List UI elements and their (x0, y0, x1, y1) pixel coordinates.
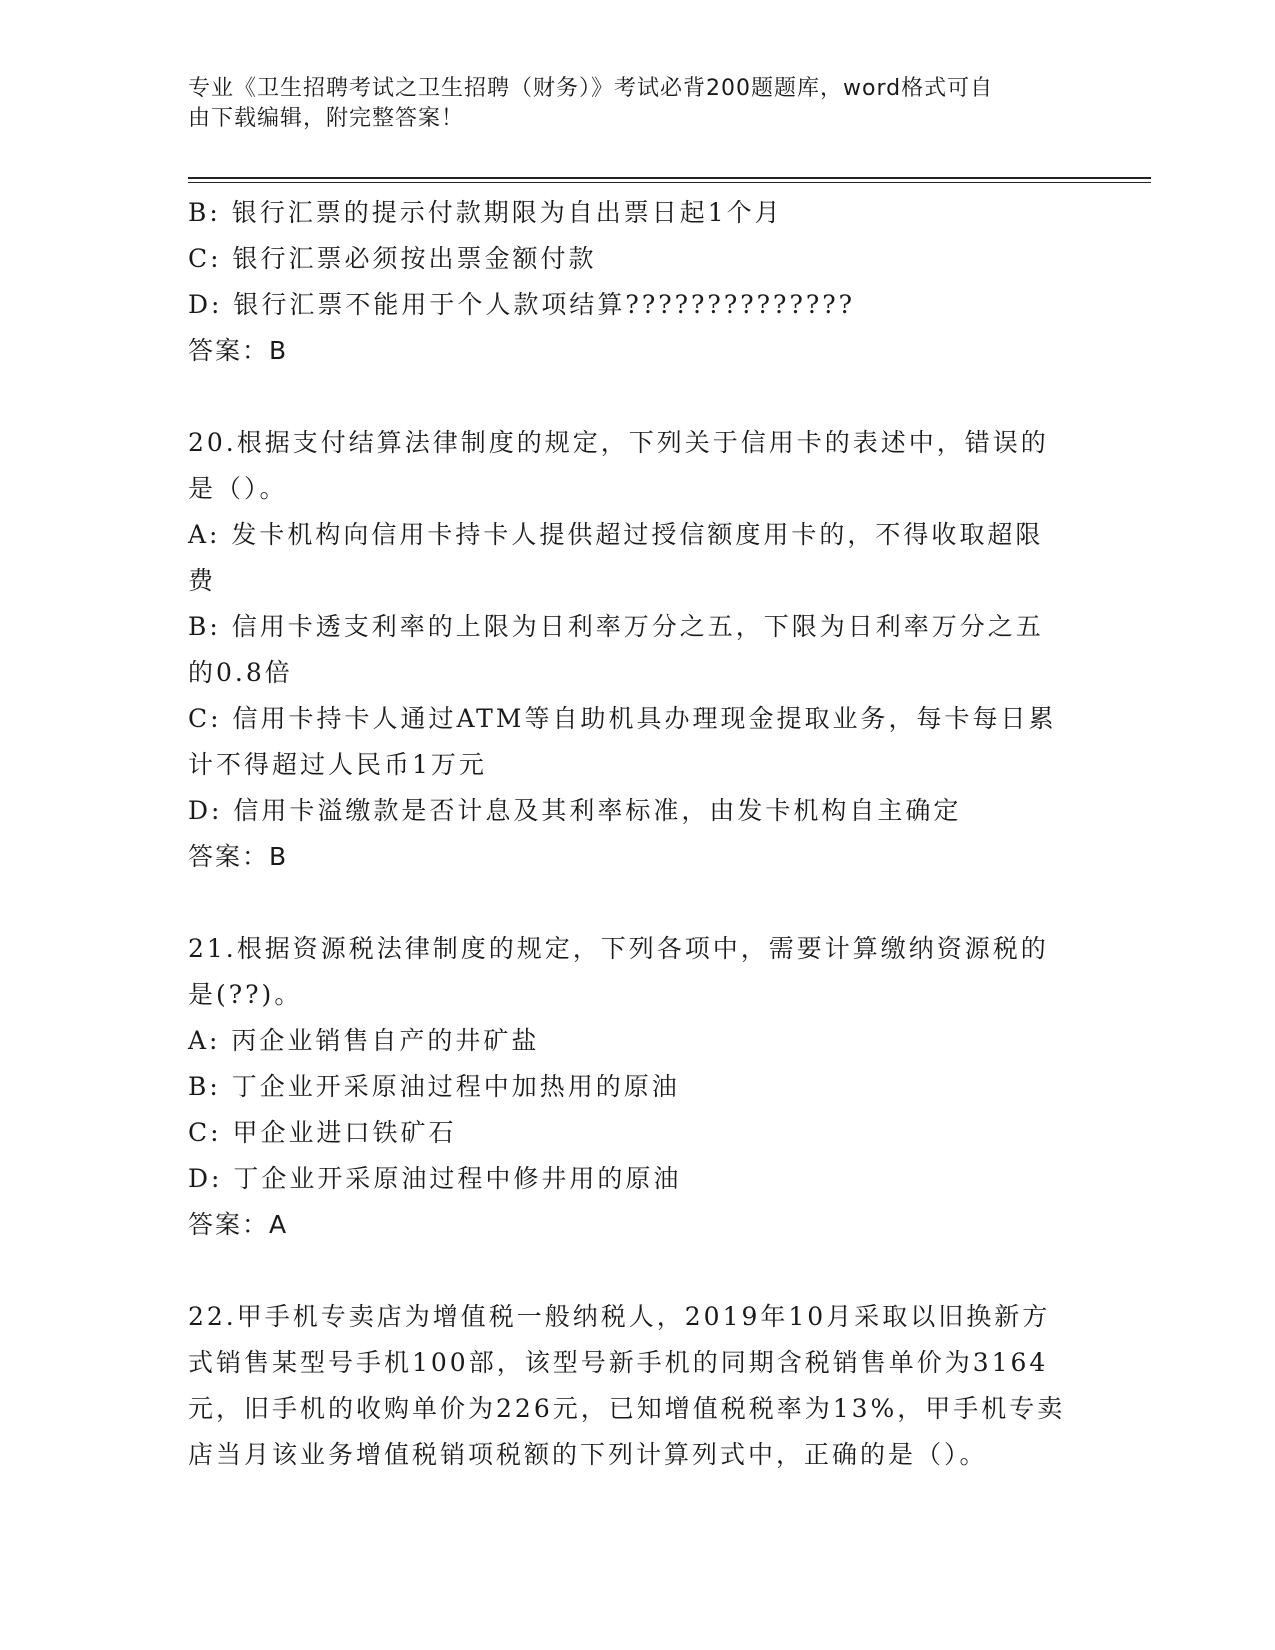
q20-option-d: D: 信用卡溢缴款是否计息及其利率标准，由发卡机构自主确定 (188, 796, 962, 825)
q21-option-a: A: 丙企业销售自产的井矿盐 (188, 1026, 540, 1055)
spacer (188, 880, 1093, 926)
q20-option-a-line-2: 费 (188, 566, 217, 595)
q21-option-b: B: 丁企业开采原油过程中加热用的原油 (188, 1072, 680, 1101)
q20-option-c-line-2: 计不得超过人民币1万元 (188, 750, 487, 779)
document-header (188, 74, 1068, 134)
question-content (188, 190, 1093, 1478)
q19-option-c: C: 银行汇票必须按出票金额付款 (188, 244, 597, 273)
question-21 (188, 926, 1093, 1248)
q20-answer: 答案：B (188, 842, 289, 871)
q20-option-b-line-2: 的0.8倍 (188, 658, 293, 687)
q21-option-d: D: 丁企业开采原油过程中修井用的原油 (188, 1164, 682, 1193)
header-line-2: 由下载编辑，附完整答案！ (188, 106, 465, 131)
q22-stem-line-2: 式销售某型号手机100部，该型号新手机的同期含税销售单价为3164 (188, 1348, 1049, 1377)
header-divider-thick (188, 177, 1151, 179)
q22-stem-line-3: 元，旧手机的收购单价为226元，已知增值税税率为13%，甲手机专卖 (188, 1394, 1066, 1423)
q20-stem-line-1: 20.根据支付结算法律制度的规定，下列关于信用卡的表述中，错误的 (188, 428, 1049, 457)
header-divider-thin (188, 182, 1151, 183)
q22-stem-line-4: 店当月该业务增值税销项税额的下列计算列式中，正确的是（）。 (188, 1440, 988, 1469)
q21-option-c: C: 甲企业进口铁矿石 (188, 1118, 457, 1147)
q22-stem-line-1: 22.甲手机专卖店为增值税一般纳税人，2019年10月采取以旧换新方 (188, 1302, 1051, 1331)
q19-option-d: D: 银行汇票不能用于个人款项结算?????????????? (188, 290, 856, 319)
q20-option-b-line-1: B: 信用卡透支利率的上限为日利率万分之五，下限为日利率万分之五 (188, 612, 1044, 641)
q20-stem-line-2: 是（）。 (188, 474, 288, 503)
question-19-tail (188, 190, 1093, 374)
q20-option-a-line-1: A: 发卡机构向信用卡持卡人提供超过授信额度用卡的，不得收取超限 (188, 520, 1044, 549)
header-line-1: 专业《卫生招聘考试之卫生招聘（财务）》考试必背200题题库，word格式可自 (188, 76, 994, 101)
question-20 (188, 420, 1093, 880)
q20-option-c-line-1: C: 信用卡持卡人通过ATM等自助机具办理现金提取业务，每卡每日累 (188, 704, 1057, 733)
q19-answer: 答案：B (188, 336, 289, 365)
q21-stem-line-2: 是(??)。 (188, 980, 303, 1009)
spacer (188, 374, 1093, 420)
question-22 (188, 1294, 1093, 1478)
q21-stem-line-1: 21.根据资源税法律制度的规定，下列各项中，需要计算缴纳资源税的 (188, 934, 1049, 963)
q19-option-b: B: 银行汇票的提示付款期限为自出票日起1个月 (188, 198, 783, 227)
q21-answer: 答案：A (188, 1210, 289, 1239)
spacer (188, 1248, 1093, 1294)
